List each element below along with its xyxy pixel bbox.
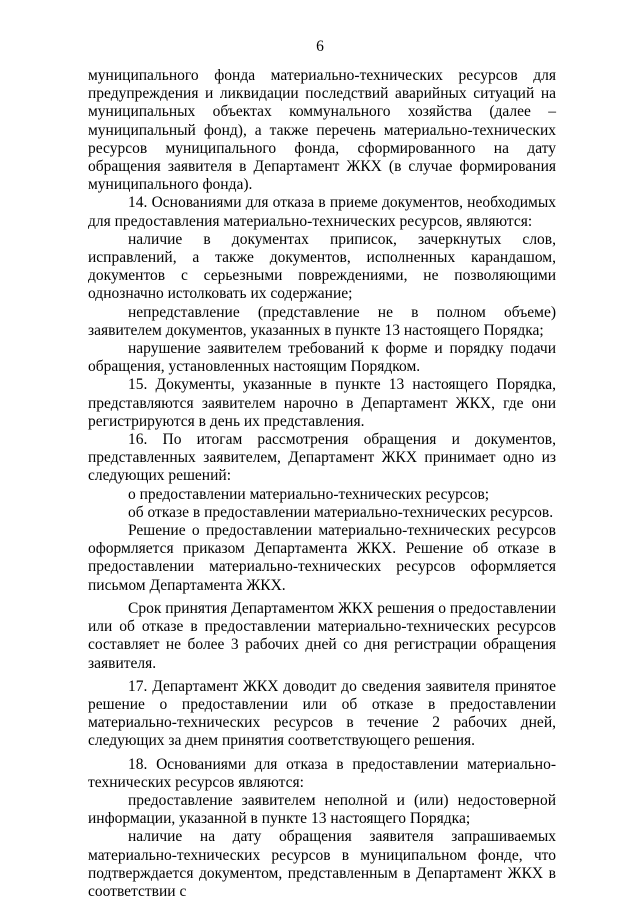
page-number: 6 [316,38,324,55]
paragraph-decision-term: Срок принятия Департаментом ЖКХ решения о предоставлении или об отказе в предоставлении материально-технических ресурсов составляет не более 3 рабочих дней со дня регистрации обращения заявителя. [88,599,557,672]
document-body [88,67,556,901]
paragraph-refusal-availability: наличие на дату обращения заявителя запрашиваемых материально-технических ресурсов в муниципальном фонде, что подтверждается документом, представленным в Департамент ЖКХ в соответствии с [88,828,556,900]
paragraph-continuation: муниципального фонда материально-технических ресурсов для предупреждения и ликвидации последствий аварийных ситуаций на муниципальных объектах коммунального хозяйства (далее – муниципальный фонд), а также перечень материально-технических ресурсов муниципального фонда, сформированного на дату обращения заявителя в Департамент ЖКХ (в случае формирования муниципального фонда). [88,67,556,194]
paragraph-refusal-incomplete-info: предоставление заявителем неполной и (или) недостоверной информации, указанной в пункте 13 настоящего Порядка; [88,791,556,828]
paragraph-item-18: 18. Основаниями для отказа в предоставлении материально-технических ресурсов являются: [88,755,556,791]
paragraph-decision-grant: о предоставлении материально-технических ресурсов; [128,485,490,503]
paragraph-reason-form-violation: нарушение заявителем требований к форме и порядку подачи обращения, установленных настоящим Порядком. [88,340,556,376]
paragraph-decision-refuse: об отказе в предоставлении материально-технических ресурсов. [128,503,554,521]
paragraph-reason-incomplete: непредставление (представление не в полном объеме) заявителем документов, указанных в пункте 13 настоящего Порядка; [88,303,556,339]
paragraph-item-17: 17. Департамент ЖКХ доводит до сведения заявителя принятое решение о предоставлении или об отказе в предоставлении материально-технических ресурсов в течение 2 рабочих дней, следующих за днем принятия соответствующего решения. [88,677,556,750]
paragraph-reason-corrections: наличие в документах приписок, зачеркнутых слов, исправлений, а также документов, исполненных карандашом, документов с серьезными повреждениями, не позволяющими однозначно истолковать их содержание; [88,230,556,303]
paragraph-item-14: 14. Основаниями для отказа в приеме документов, необходимых для предоставления материально-технических ресурсов, являются: [88,194,556,230]
paragraph-item-16: 16. По итогам рассмотрения обращения и документов, представленных заявителем, Департамент ЖКХ принимает одно из следующих решений: [88,431,556,485]
paragraph-item-15: 15. Документы, указанные в пункте 13 настоящего Порядка, представляются заявителем нарочно в Департамент ЖКХ, где они регистрируются в день их представления. [88,376,556,430]
paragraph-decision-form: Решение о предоставлении материально-технических ресурсов оформляется приказом Департамента ЖКХ. Решение об отказе в предоставлении материально-технических ресурсов оформляется письмом Департамента ЖКХ. [88,522,556,594]
